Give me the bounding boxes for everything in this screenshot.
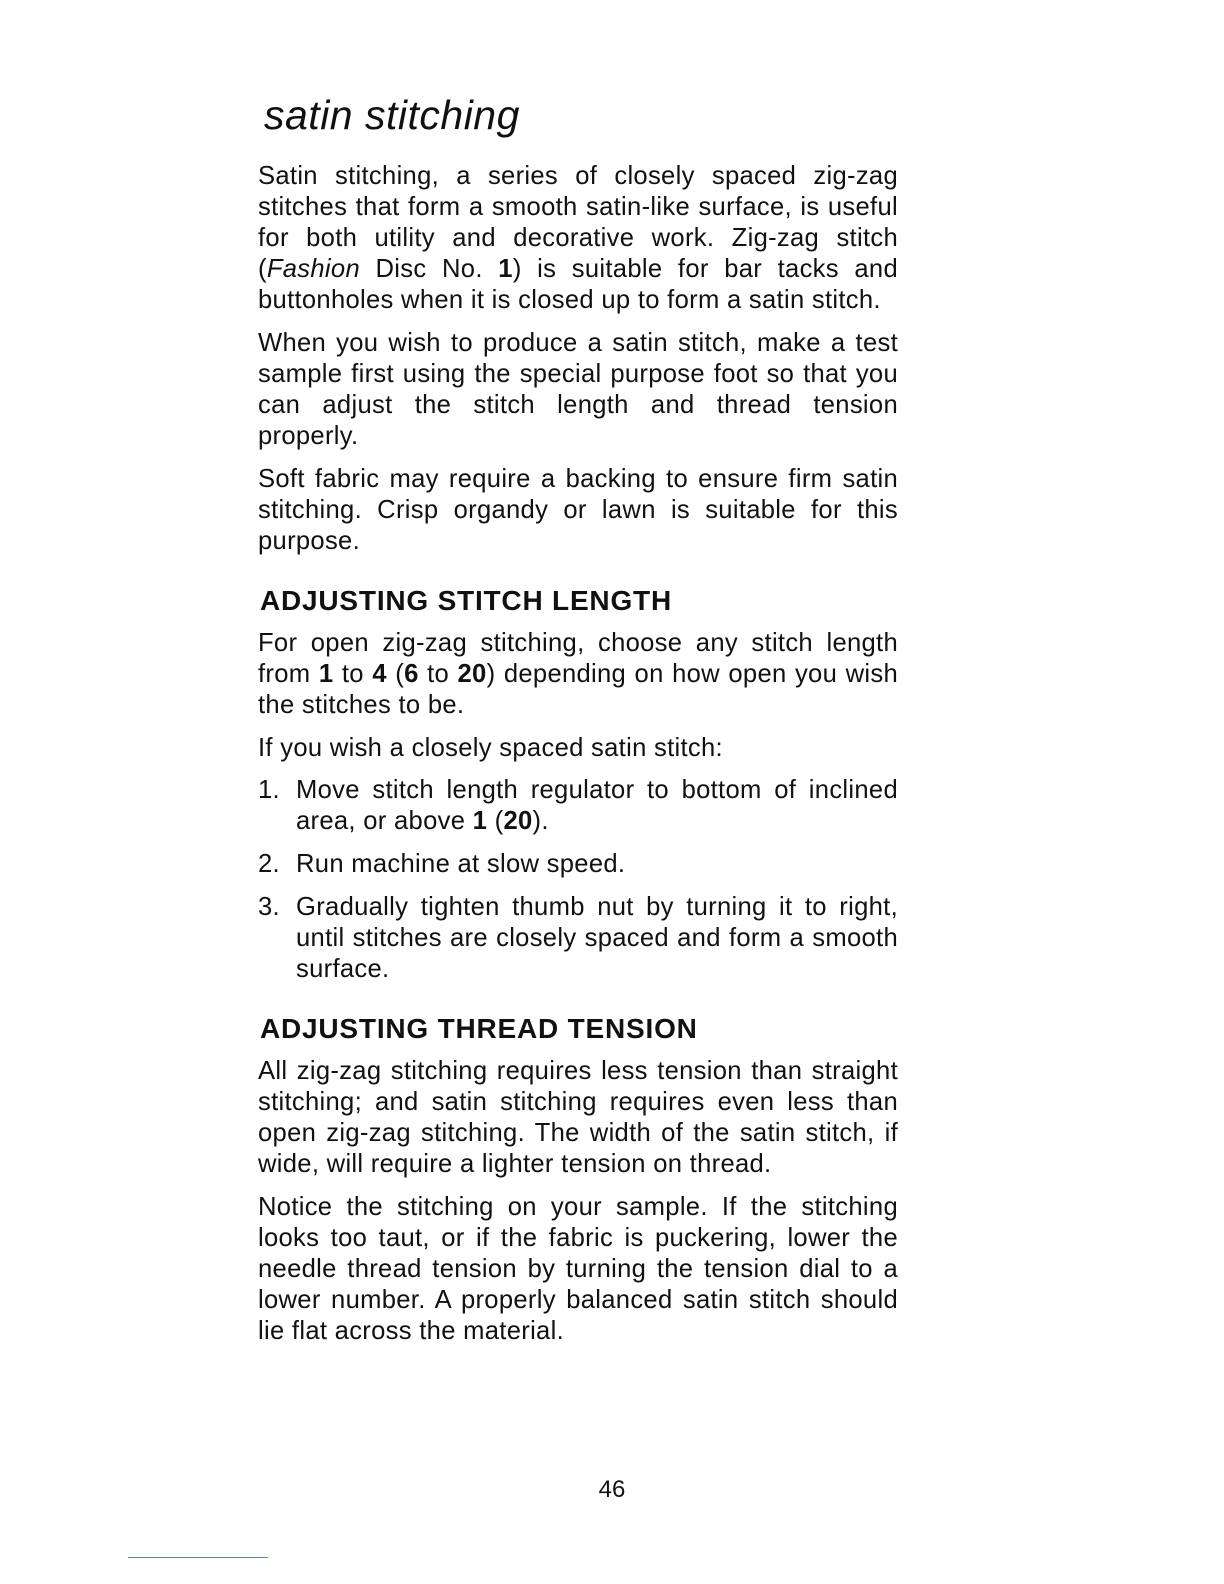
thread-tension-paragraph-2: Notice the stitching on your sample. If the stitching looks too taut, or if the fabric is puckering, lower the needle thread tension by turning the tension dial to a lower number. A properly balanced satin stitch should lie flat across the material. (258, 1193, 898, 1345)
thread-tension-paragraph-1: All zig-zag stitching requires less tension than straight stitching; and satin stitching requires even less than open zig-zag stitching. The width of the satin stitch, if wide, will require a lighter tension on thread. (258, 1057, 898, 1178)
step-item (258, 849, 898, 880)
step-item (258, 892, 898, 985)
step-number: 1. (258, 776, 280, 804)
stitch-length-heading: ADJUSTING STITCH LENGTH (260, 585, 672, 616)
stitch-length-paragraph: For open zig-zag stitching, choose any stitch length from 1 to 4 (6 to 20) depending on how open you wish the stitches to be. (258, 629, 898, 719)
step-item: 1. Move stitch length regulator to bottom of inclined area, or above 1 (20). (258, 776, 898, 835)
manual-page (258, 92, 898, 1359)
intro-paragraph-1: Satin stitching, a series of closely spaced zig-zag stitches that form a smooth satin-like surface, is useful for both utility and decorative work. Zig-zag stitch (Fashion Disc No. 1) is suitable for bar tacks and buttonholes when it is closed up to form a satin stitch. (258, 162, 898, 314)
satin-stitch-lead: If you wish a closely spaced satin stitch: (258, 734, 723, 762)
page-number: 46 (598, 1476, 626, 1503)
step-text: Gradually tighten thumb nut by turning it to right, until stitches are closely spaced and form a smooth surface. (296, 893, 898, 983)
intro-paragraph-3: Soft fabric may require a backing to ensure firm satin stitching. Crisp organdy or lawn is suitable for this purpose. (258, 465, 898, 555)
step-text: Run machine at slow speed. (296, 850, 626, 878)
page-title: satin stitching (264, 92, 520, 138)
step-number: 3. (258, 893, 280, 921)
intro-paragraph-2: When you wish to produce a satin stitch, make a test sample first using the special purpose foot so that you can adjust the stitch length and thread tension properly. (258, 329, 898, 450)
step-number: 2. (258, 850, 280, 878)
thread-tension-heading: ADJUSTING THREAD TENSION (260, 1013, 698, 1044)
bottom-rule (128, 1557, 268, 1558)
